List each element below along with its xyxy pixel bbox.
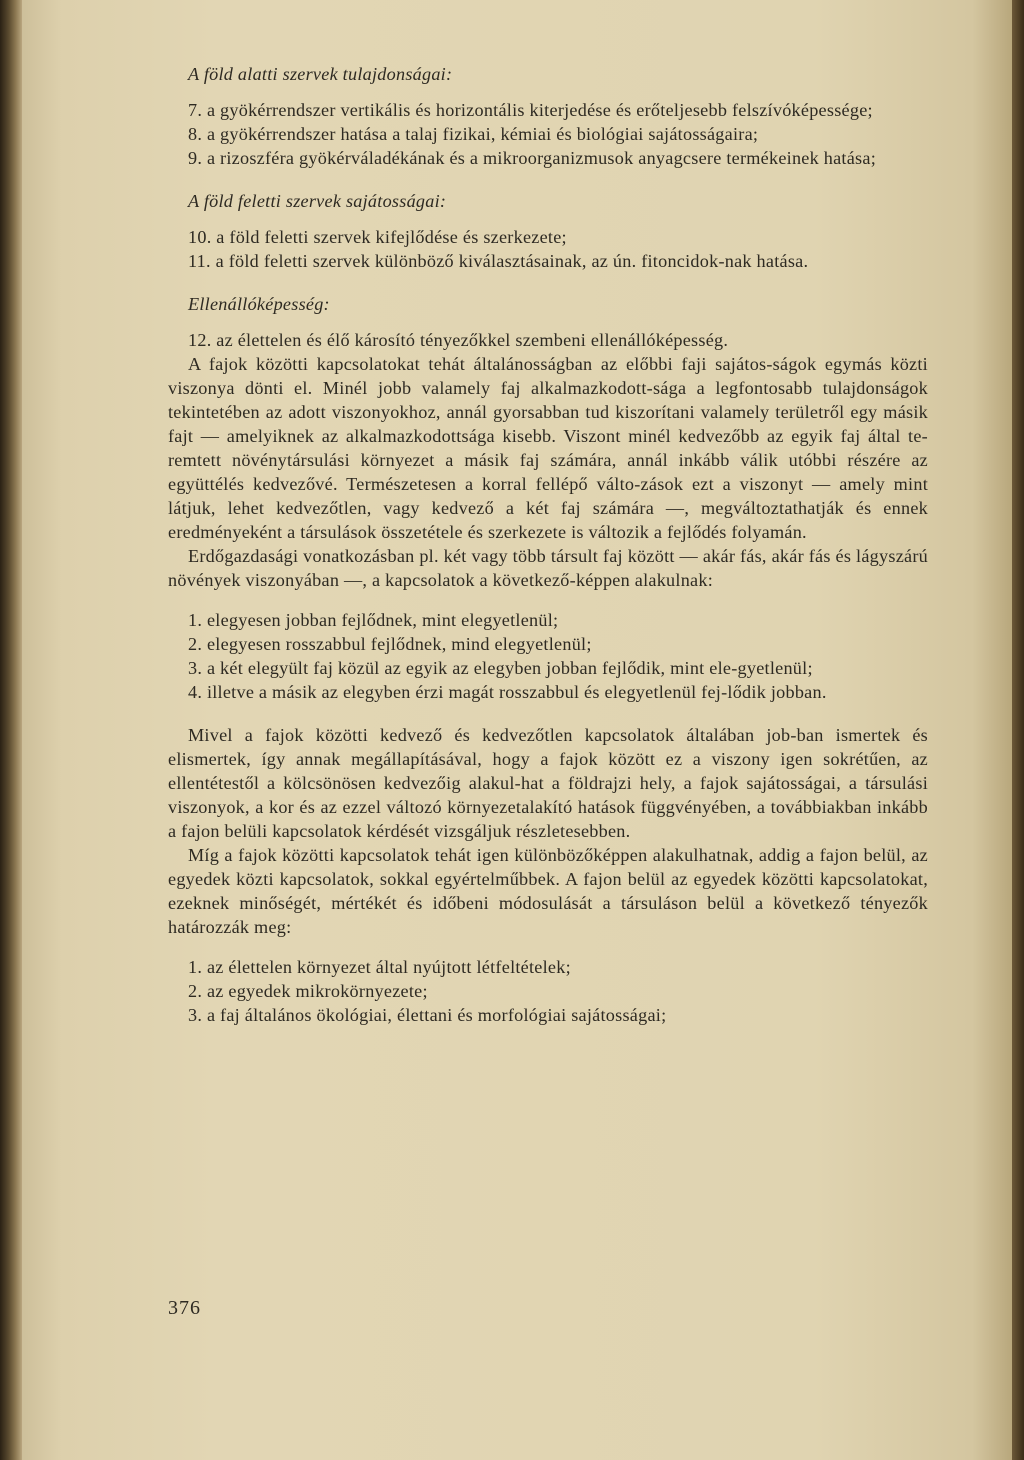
factor-item-2: 2. az egyedek mikrokörnyezete; bbox=[188, 981, 428, 1001]
relation-item-4: 4. illetve a másik az elegyben érzi magát rosszabbul és elegyetlenül fej-lődik jobban. bbox=[188, 682, 827, 702]
page-body bbox=[168, 62, 928, 1027]
factor-item-1: 1. az élettelen környezet által nyújtott létfeltételek; bbox=[188, 957, 571, 977]
book-binding bbox=[0, 0, 22, 1460]
relation-item-2: 2. elegyesen rosszabbul fejlődnek, mind elegyetlenül; bbox=[188, 634, 592, 654]
paragraph-interspecies: A fajok közötti kapcsolatokat tehát általánosságban az előbbi faji sajátos-ságok egymás közti viszonya dönti el. Minél jobb valamely faj alkalmazkodott-sága a legfontosabb tulajdonságok tekintetében az adott viszonyokhoz, annál gyorsabban tud kiszorítani valamely területről egy másik fajt — amelyiknek az alkalmazkodottsága kisebb. Viszont minél kedvezőbb az egyik faj által te-remtett növénytársulási környezet a másik faj számára, annál inkább válik utóbbi részére az együttélés kedvezővé. Természetesen a korral fellépő válto-zások ezt a viszonyt — amely mint látjuk, lehet kedvezőtlen, vagy kedvező a két faj számára —, megváltoztathatják és ennek eredményeként a társulások összetétele és szerkezete is változik a fejlődés folyamán. bbox=[168, 354, 928, 542]
paragraph-forestry: Erdőgazdasági vonatkozásban pl. két vagy több társult faj között — akár fás, akár fás és lágyszárú növények viszonyában —, a kapcsolatok a következő-képpen alakulnak: bbox=[168, 546, 928, 590]
relation-item-3: 3. a két elegyült faj közül az egyik az elegyben jobban fejlődik, mint ele-gyetlenül; bbox=[188, 658, 813, 678]
heading-aboveground: A föld feletti szervek sajátosságai: bbox=[188, 191, 447, 211]
list-item-11: 11. a föld feletti szervek különböző kiválasztásainak, az ún. fitoncidok-nak hatása. bbox=[188, 251, 809, 271]
page-edge bbox=[1012, 0, 1024, 1460]
page-number: 376 bbox=[168, 1297, 201, 1319]
list-item-12: 12. az élettelen és élő károsító tényezőkkel szembeni ellenállóképesség. bbox=[188, 330, 729, 350]
heading-underground: A föld alatti szervek tulajdonságai: bbox=[188, 64, 453, 84]
heading-resistance: Ellenállóképesség: bbox=[188, 294, 330, 314]
list-item-10: 10. a föld feletti szervek kifejlődése és szerkezete; bbox=[188, 227, 567, 247]
list-item-9: 9. a rizoszféra gyökérváladékának és a mikroorganizmusok anyagcsere termékeinek hatása; bbox=[188, 148, 876, 168]
list-item-7: 7. a gyökérrendszer vertikális és horizontális kiterjedése és erőteljesebb felszívóképessége; bbox=[188, 100, 873, 120]
paragraph-intraspecies: Míg a fajok közötti kapcsolatok tehát igen különbözőképpen alakulhatnak, addig a fajon belül, az egyedek közti kapcsolatok, sokkal egyértelműbbek. A fajon belül az egyedek közötti kapcsolatokat, ezeknek minőségét, mértékét és időbeni módosulását a társuláson belül a következő tényezők határozzák meg: bbox=[168, 845, 928, 937]
relation-item-1: 1. elegyesen jobban fejlődnek, mint elegyetlenül; bbox=[188, 610, 559, 630]
paragraph-known-relations: Mivel a fajok közötti kedvező és kedvezőtlen kapcsolatok általában job-ban ismertek és elismertek, így annak megállapításával, hogy a fajok között ez a viszony igen sokrétűen, az ellentétestől a kölcsönösen kedvezőig alakul-hat a földrajzi hely, a fajok sajátosságai, a társulási viszonyok, a kor és az ezzel változó környezetalakító hatások függvényében, a továbbiakban inkább a fajon belüli kapcsolatok kérdését vizsgáljuk részletesebben. bbox=[168, 725, 928, 841]
factor-item-3: 3. a faj általános ökológiai, élettani és morfológiai sajátosságai; bbox=[188, 1005, 667, 1025]
list-item-8: 8. a gyökérrendszer hatása a talaj fizikai, kémiai és biológiai sajátosságaira; bbox=[188, 124, 759, 144]
